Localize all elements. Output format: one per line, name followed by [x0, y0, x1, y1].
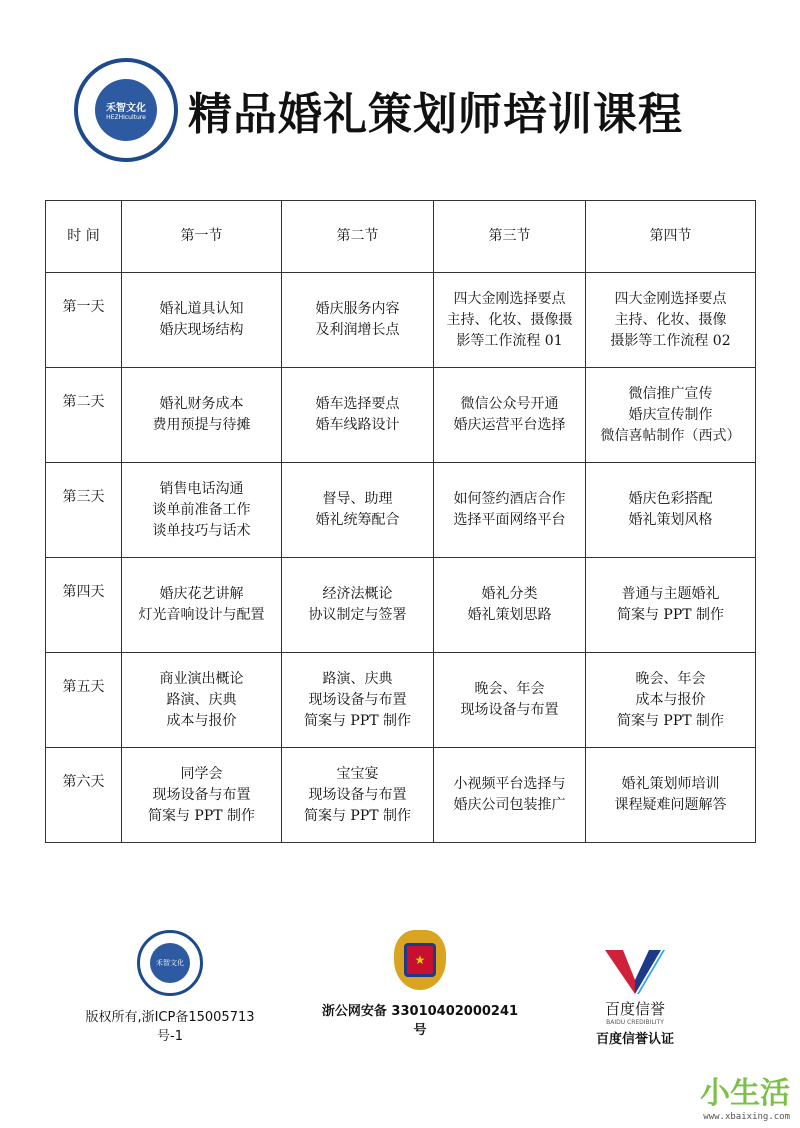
session-cell: 婚礼策划师培训 课程疑难问题解答 [586, 748, 756, 843]
session-cell: 晚会、年会 现场设备与布置 [434, 653, 586, 748]
session-cell: 婚礼分类 婚礼策划思路 [434, 558, 586, 653]
header-cell: 第三节 [434, 201, 586, 273]
session-cell: 经济法概论 协议制定与签署 [282, 558, 434, 653]
police-emblem-icon: ★ [394, 930, 446, 990]
schedule-table [45, 200, 756, 843]
session-cell: 婚礼道具认知 婚庆现场结构 [122, 273, 282, 368]
table-row [46, 558, 756, 653]
session-cell: 婚车选择要点 婚车线路设计 [282, 368, 434, 463]
table-row [46, 368, 756, 463]
session-cell: 销售电话沟通 谈单前准备工作 谈单技巧与话术 [122, 463, 282, 558]
day-cell: 第六天 [46, 748, 122, 843]
session-cell: 婚庆色彩搭配 婚礼策划风格 [586, 463, 756, 558]
session-cell: 路演、庆典 现场设备与布置 简案与 PPT 制作 [282, 653, 434, 748]
baidu-logo-text: 百度信誉 [604, 1000, 665, 1018]
session-cell: 婚庆服务内容 及利润增长点 [282, 273, 434, 368]
table-header-row [46, 201, 756, 273]
day-cell: 第二天 [46, 368, 122, 463]
table-row [46, 748, 756, 843]
logo-text: 禾智文化 [106, 103, 146, 114]
logo-text-en: HEZHIculture [106, 114, 146, 121]
watermark [700, 1068, 790, 1122]
session-cell: 商业演出概论 路演、庆典 成本与报价 [122, 653, 282, 748]
table-row [46, 653, 756, 748]
table-row [46, 463, 756, 558]
baidu-credibility-icon [605, 950, 665, 994]
copyright-block [80, 930, 260, 1044]
copyright-text: 版权所有,浙ICP备15005713号-1 [85, 1010, 255, 1044]
header-cell: 第一节 [122, 201, 282, 273]
header-cell: 时 间 [46, 201, 122, 273]
police-block [320, 930, 520, 1038]
session-cell: 宝宝宴 现场设备与布置 简案与 PPT 制作 [282, 748, 434, 843]
session-cell: 小视频平台选择与 婚庆公司包装推广 [434, 748, 586, 843]
session-cell: 四大金刚选择要点 主持、化妆、摄像 摄影等工作流程 02 [586, 273, 756, 368]
session-cell: 四大金刚选择要点 主持、化妆、摄像摄 影等工作流程 01 [434, 273, 586, 368]
session-cell: 同学会 现场设备与布置 简案与 PPT 制作 [122, 748, 282, 843]
baidu-block [580, 940, 690, 1047]
session-cell: 督导、助理 婚礼统筹配合 [282, 463, 434, 558]
police-record-text[interactable]: 浙公网安备 33010402000241号 [321, 1004, 519, 1038]
watermark-text: 小生活 [700, 1076, 790, 1111]
session-cell: 微信推广宣传 婚庆宣传制作 微信喜帖制作（西式） [586, 368, 756, 463]
session-cell: 普通与主题婚礼 简案与 PPT 制作 [586, 558, 756, 653]
day-cell: 第五天 [46, 653, 122, 748]
day-cell: 第四天 [46, 558, 122, 653]
session-cell: 婚庆花艺讲解 灯光音响设计与配置 [122, 558, 282, 653]
day-cell: 第三天 [46, 463, 122, 558]
session-cell: 晚会、年会 成本与报价 简案与 PPT 制作 [586, 653, 756, 748]
watermark-url: www.xbaixing.com [703, 1112, 790, 1122]
baidu-logo-en: BAIDU CREDIBILITY [606, 1019, 664, 1026]
session-cell: 微信公众号开通 婚庆运营平台选择 [434, 368, 586, 463]
day-cell: 第一天 [46, 273, 122, 368]
company-logo [74, 58, 178, 162]
table-row [46, 273, 756, 368]
header-cell: 第二节 [282, 201, 434, 273]
company-logo-small: 禾智文化 [137, 930, 203, 996]
header-cell: 第四节 [586, 201, 756, 273]
page-title: 精品婚礼策划师培训课程 [188, 89, 683, 140]
session-cell: 如何签约酒店合作 选择平面网络平台 [434, 463, 586, 558]
baidu-cert-text[interactable]: 百度信誉认证 [595, 1032, 674, 1047]
session-cell: 婚礼财务成本 费用预提与待摊 [122, 368, 282, 463]
